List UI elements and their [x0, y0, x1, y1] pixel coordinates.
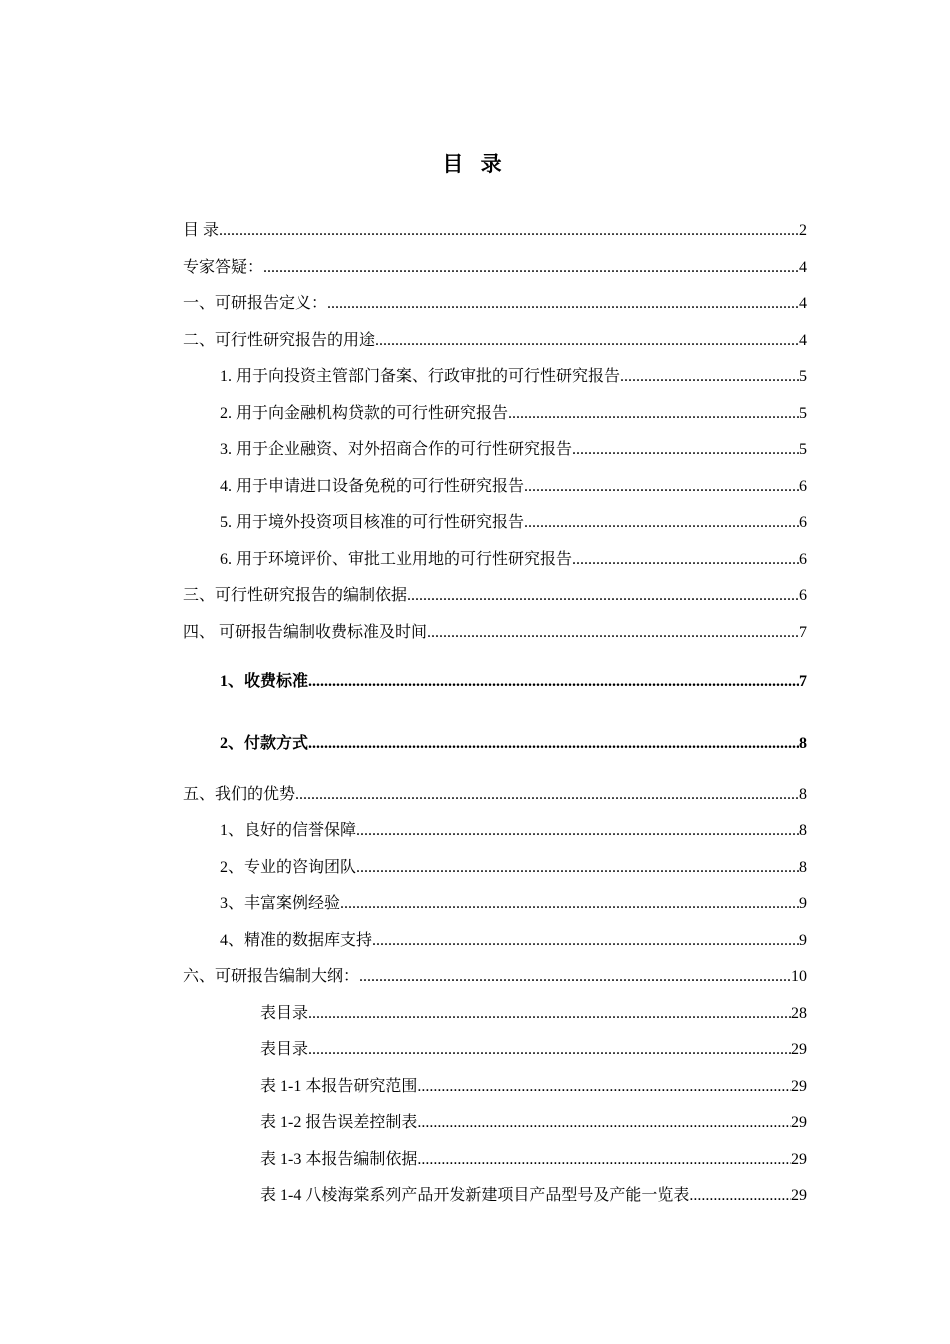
toc-leader — [572, 550, 799, 570]
toc-entry-page: 28 — [791, 1005, 807, 1022]
toc-leader — [356, 858, 799, 878]
toc-entry-text: 目 录 — [183, 222, 220, 239]
toc-leader — [308, 1040, 791, 1060]
toc-leader — [417, 1150, 791, 1170]
toc-entry[interactable] — [183, 217, 807, 241]
toc-entry[interactable] — [220, 890, 807, 914]
toc-entry-text: 六、可研报告编制大纲： — [183, 968, 360, 985]
toc-leader — [689, 1186, 791, 1206]
toc-entry[interactable] — [220, 363, 807, 387]
toc-entry-page: 9 — [799, 932, 807, 949]
toc-leader — [327, 294, 799, 314]
toc-entry-page: 6 — [799, 587, 807, 604]
toc-entry-text: 一、可研报告定义： — [183, 295, 328, 312]
toc-entry[interactable] — [183, 619, 807, 643]
toc-entry-text: 表 1-4 八棱海棠系列产品开发新建项目产品型号及产能一览表 — [260, 1187, 690, 1204]
toc-entry[interactable] — [260, 1036, 807, 1060]
toc-entry[interactable] — [183, 963, 807, 987]
toc-entry-page: 8 — [799, 786, 807, 803]
toc-leader — [620, 367, 799, 387]
toc-leader — [417, 1077, 791, 1097]
toc-leader — [427, 623, 799, 643]
toc-leader — [295, 785, 799, 805]
toc-entry-text: 1、良好的信誉保障 — [220, 822, 357, 839]
toc-entry-text: 1、收费标准 — [220, 673, 309, 690]
toc-entry-page: 8 — [799, 735, 807, 752]
toc-entry-page: 9 — [799, 895, 807, 912]
toc-entry-page: 6 — [799, 551, 807, 568]
toc-leader — [572, 440, 799, 460]
toc-entry-page: 29 — [791, 1187, 807, 1204]
toc-leader — [359, 967, 791, 987]
toc-entry-page: 29 — [791, 1151, 807, 1168]
toc-leader — [417, 1113, 791, 1133]
toc-entry-text: 三、可行性研究报告的编制依据 — [183, 587, 408, 604]
toc-entry[interactable] — [260, 1109, 807, 1133]
toc-entry-page: 5 — [799, 405, 807, 422]
toc-entry[interactable] — [260, 1000, 807, 1024]
toc-entry-page: 8 — [799, 822, 807, 839]
toc-entry-text: 二、可行性研究报告的用途 — [183, 332, 376, 349]
toc-entry[interactable] — [220, 473, 807, 497]
toc-leader — [219, 221, 799, 241]
toc-entry[interactable] — [220, 927, 807, 951]
toc-entry-text: 表 1-2 报告误差控制表 — [260, 1114, 418, 1131]
toc-leader — [308, 734, 799, 754]
toc-entry-text: 5. 用于境外投资项目核准的可行性研究报告 — [220, 514, 525, 531]
toc-entry-page: 8 — [799, 859, 807, 876]
toc-entry-page: 7 — [799, 624, 807, 641]
toc-entry-page: 6 — [799, 514, 807, 531]
toc-entry-page: 6 — [799, 478, 807, 495]
toc-entry-page: 29 — [791, 1078, 807, 1095]
toc-entry-text: 表 1-3 本报告编制依据 — [260, 1151, 418, 1168]
toc-leader — [340, 894, 799, 914]
toc-entry[interactable] — [260, 1146, 807, 1170]
toc-leader — [263, 258, 799, 278]
toc-entry-text: 1. 用于向投资主管部门备案、行政审批的可行性研究报告 — [220, 368, 621, 385]
toc-entry[interactable] — [220, 509, 807, 533]
toc-entry-page: 2 — [799, 222, 807, 239]
toc-entry[interactable] — [220, 668, 807, 692]
toc-entry-text: 表目录 — [260, 1041, 309, 1058]
toc-entry-text: 4、精准的数据库支持 — [220, 932, 373, 949]
toc-leader — [524, 513, 799, 533]
toc-entry-page: 5 — [799, 441, 807, 458]
toc-entry-text: 2、专业的咨询团队 — [220, 859, 357, 876]
toc-entry[interactable] — [183, 290, 807, 314]
toc-entry-text: 6. 用于环境评价、审批工业用地的可行性研究报告 — [220, 551, 573, 568]
toc-entry[interactable] — [260, 1073, 807, 1097]
toc-entry-text: 五、我们的优势 — [183, 786, 296, 803]
toc-entry-page: 29 — [791, 1114, 807, 1131]
toc-entry-page: 29 — [791, 1041, 807, 1058]
toc-entry-page: 7 — [799, 673, 807, 690]
toc-entry-text: 2、付款方式 — [220, 735, 309, 752]
toc-entry[interactable] — [220, 436, 807, 460]
toc-leader — [308, 672, 799, 692]
toc-entry[interactable] — [220, 546, 807, 570]
toc-entry-page: 4 — [799, 259, 807, 276]
toc-entry-text: 3、丰富案例经验 — [220, 895, 341, 912]
toc-leader — [372, 931, 799, 951]
toc-entry[interactable] — [183, 582, 807, 606]
toc-entry-text: 表 1-1 本报告研究范围 — [260, 1078, 418, 1095]
page-title: 目 录 — [442, 152, 508, 176]
toc-entry-page: 5 — [799, 368, 807, 385]
toc-entry[interactable] — [220, 817, 807, 841]
toc-entry-page: 4 — [799, 332, 807, 349]
toc-entry[interactable] — [220, 400, 807, 424]
toc-leader — [308, 1004, 791, 1024]
toc-leader — [508, 404, 799, 424]
toc-entry[interactable] — [183, 781, 807, 805]
toc-entry[interactable] — [220, 730, 807, 754]
toc-entry-text: 4. 用于申请进口设备免税的可行性研究报告 — [220, 478, 525, 495]
toc-leader — [407, 586, 799, 606]
toc-entry-page: 4 — [799, 295, 807, 312]
toc-leader — [375, 331, 799, 351]
toc-entry-text: 3. 用于企业融资、对外招商合作的可行性研究报告 — [220, 441, 573, 458]
toc-entry-text: 四、 可研报告编制收费标准及时间 — [183, 624, 428, 641]
toc-entry-page: 10 — [791, 968, 807, 985]
toc-entry[interactable] — [183, 327, 807, 351]
toc-entry-text: 专家答疑： — [183, 259, 264, 276]
toc-entry-text: 2. 用于向金融机构贷款的可行性研究报告 — [220, 405, 509, 422]
toc-entry[interactable] — [220, 854, 807, 878]
toc-entry-text: 表目录 — [260, 1005, 309, 1022]
toc-leader — [524, 477, 799, 497]
toc-entry[interactable] — [183, 254, 807, 278]
toc-entry[interactable] — [260, 1182, 807, 1206]
toc-leader — [356, 821, 799, 841]
